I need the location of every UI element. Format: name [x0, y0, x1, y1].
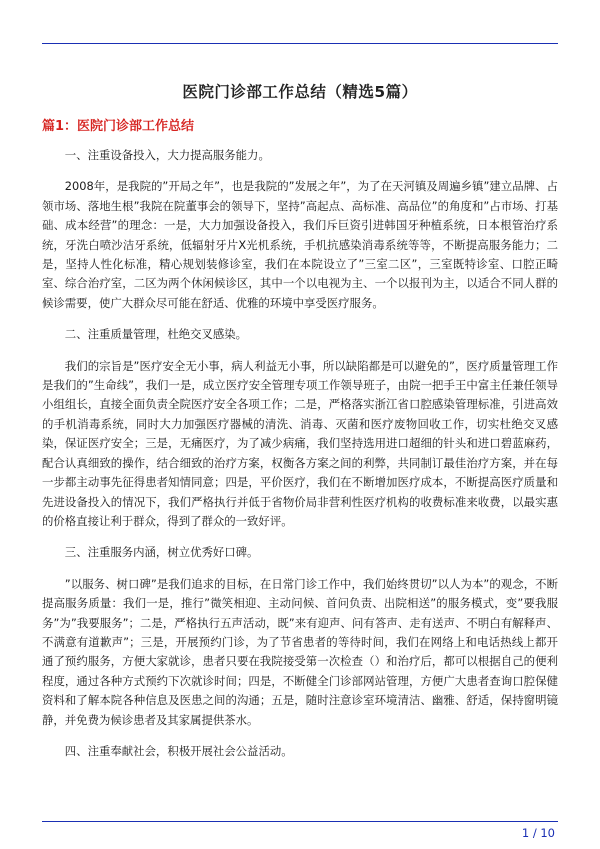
paragraph-heading-1: 一、注重设备投入，大力提高服务能力。 [64, 148, 270, 162]
paragraph-2: 我们的宗旨是”医疗安全无小事，病人利益无小事，所以缺陷都是可以避免的”，医疗质量管理工作是我们的”生命线”，我们一是，成立医疗安全管理专项工作领导班子，由院一把手王中富主任兼任领导小组组长，直接全面负责全院医疗安全各项工作；二是，严格落实浙江省口腔感染管理标准，引进高效的手机消毒系统，同时大力加强医疗器械的清洗、消毒、灭菌和医疗废物回收工作，切实杜绝交叉感染，保证医疗安全；三是，无痛医疗，为了减少病痛，我们坚持选用进口超细的针头和进口碧蓝麻药，配合认真细致的操作，结合细致的治疗方案，权衡各方案之间的利弊，共同制订最佳治疗方案，并在每一步都主动事先征得患者知情同意；四是，平价医疗，我们在不断增加医疗成本，不断提高医疗质量和先进设备投入的情况下，我们严格执行并低于省物价局非营利性医疗机构的收费标准来收费，以最实惠的价格直接让利于群众，得到了群众的一致好评。 [42, 358, 558, 528]
paragraph-heading-3: 三、注重服务内涵，树立优秀好口碑。 [64, 545, 259, 560]
paragraph-heading-4: 四、注重奉献社会，积极开展社会公益活动。 [64, 743, 293, 758]
header-rule [42, 43, 558, 44]
paragraph-heading-2: 二、注重质量管理，杜绝交叉感染。 [64, 327, 248, 342]
document-title: 医院门诊部工作总结（精选5篇） [182, 83, 418, 101]
document-body [42, 146, 558, 773]
paragraph-1: 2008年，是我院的”开局之年”，也是我院的”发展之年”，为了在天河镇及周遍乡镇”建立品牌、占领市场、落地生根”我院在院董事会的领导下，坚持”高起点、高标准、高品位”的角度和”占市场、打基础、成本经营”的理念：一是，大力加强设备投入，我们斥巨资引进韩国牙种植系统，日本根管治疗系统，牙洗白喷沙洁牙系统，低辐射牙片X光机系统，手机抗感染消毒系统等等，不断提高服务能力；二是，坚持人性化标准，精心规划装修诊室，我们在本院设立了”三室二区”，三室既特诊室、口腔正畸室、综合治疗室，二区为两个休闲候诊区，其中一个以电视为主、一个以报刊为主，以适合不同人群的候诊需要，使广大群众尽可能在舒适、优雅的环境中享受医疗服务。 [42, 179, 558, 310]
footer-rule [42, 821, 558, 822]
page-number: 1 / 10 [521, 826, 555, 840]
paragraph-3: ”以服务、树口碑”是我们追求的目标，在日常门诊工作中，我们始终贯切”以人为本”的观念，不断提高服务质量：我们一是，推行”微笑相迎、主动问候、首问负责、出院相送”的服务模式，变”要我服务”为”我要服务”；二是，严格执行五声活动，既”来有迎声、问有答声、走有送声、不明白有解释声、不满意有道歉声”；三是，开展预约门诊，为了节省患者的等待时间，我们在网络上和电话热线上都开通了预约服务，方便大家就诊，患者只要在我院接受第一次检查（）和治疗后，都可以根据自己的便利程度，通过各种方式预约下次就诊时间；四是，不断健全门诊部网站管理，方便广大患者查询口腔保健资料和了解本院各种信息及医患之间的沟通；五是，随时注意诊室环境清洁、幽雅、舒适，保持窗明镜静，并免费为候诊患者及其家属提供茶水。 [42, 576, 558, 727]
section-title: 篇1：医院门诊部工作总结 [42, 119, 195, 134]
